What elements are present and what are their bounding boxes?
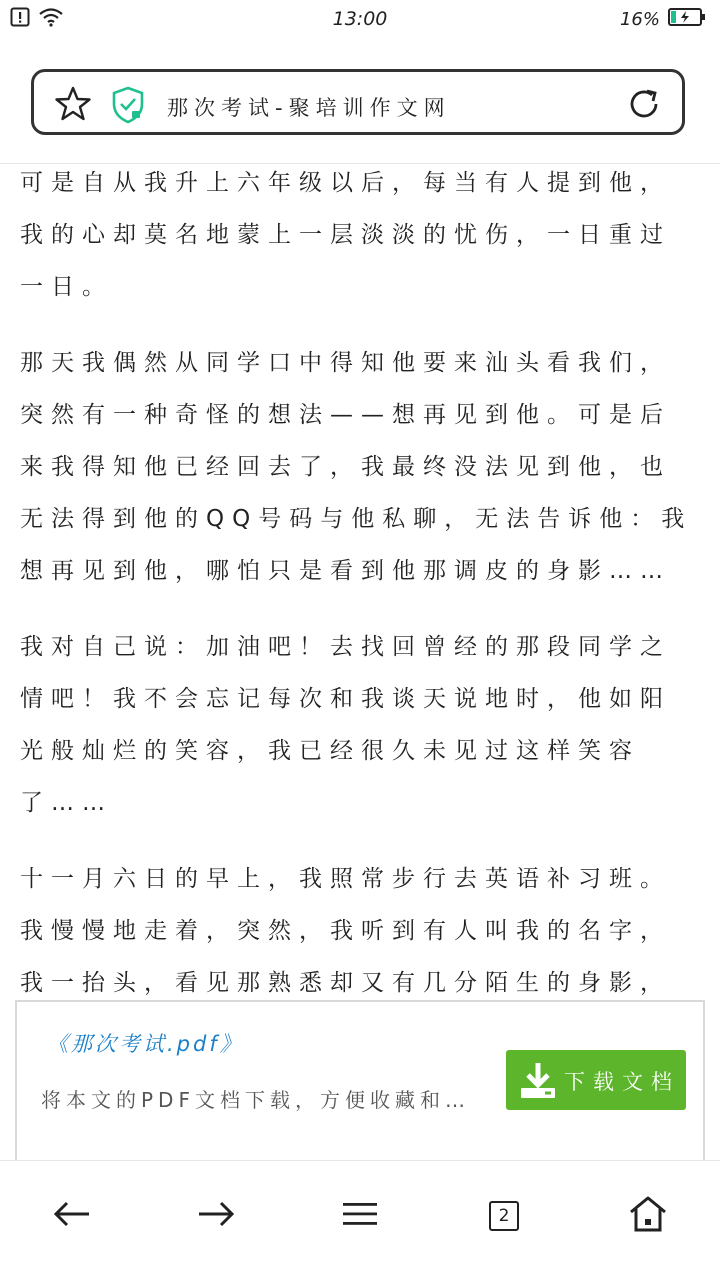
page-title[interactable]: 那次考试-聚培训作文网: [167, 96, 451, 120]
tabs-button[interactable]: [479, 1191, 529, 1241]
article-line: 可是自从我升上六年级以后，每当有人提到他，: [20, 170, 671, 196]
article-line: 我对自己说：加油吧！去找回曾经的那段同学之: [20, 634, 671, 660]
article-line: 无法得到他的QQ号码与他私聊，无法告诉他：我: [20, 506, 693, 532]
tabs-icon: 2: [489, 1201, 519, 1231]
article-line: 突然有一种奇怪的想法——想再见到他。可是后: [20, 402, 671, 428]
document-title-link[interactable]: 《那次考试.pdf》: [47, 1032, 244, 1056]
status-right: [620, 7, 706, 31]
clock: 13:00: [332, 8, 388, 30]
article-line: 那天我偶然从同学口中得知他要来汕头看我们，: [20, 350, 671, 376]
back-button[interactable]: [47, 1191, 97, 1241]
article-line: 了……: [20, 790, 113, 816]
bottom-nav: [0, 1160, 720, 1281]
status-bar: [0, 0, 720, 38]
article-line: 我慢慢地走着，突然，我听到有人叫我的名字，: [20, 918, 671, 944]
article-line: 我一抬头，看见那熟悉却又有几分陌生的身影，: [20, 970, 671, 996]
article-line: 来我得知他已经回去了，我最终没法见到他，也: [20, 454, 671, 480]
shield-icon[interactable]: [111, 86, 145, 128]
star-icon[interactable]: [54, 86, 92, 126]
battery-percent: 16%: [619, 8, 660, 30]
home-icon: [628, 1195, 668, 1237]
article-line: 情吧！我不会忘记每次和我谈天说地时，他如阳: [20, 686, 671, 712]
download-button-label: 下载文档: [564, 1070, 680, 1094]
address-bar[interactable]: [31, 69, 685, 135]
article-line: 十一月六日的早上，我照常步行去英语补习班。: [20, 866, 671, 892]
article-body: [0, 164, 720, 1000]
forward-button[interactable]: [191, 1191, 241, 1241]
article-line: 一日。: [20, 274, 113, 300]
reload-icon[interactable]: [626, 86, 662, 126]
article-line: 我的心却莫名地蒙上一层淡淡的忧伤，一日重过: [20, 222, 671, 248]
battery-icon: [668, 7, 706, 31]
article-line: 光般灿烂的笑容，我已经很久未见过这样笑容: [20, 738, 640, 764]
home-button[interactable]: [623, 1191, 673, 1241]
download-icon: [518, 1060, 558, 1104]
menu-icon: [341, 1200, 379, 1232]
document-description: 将本文的PDF文档下载，方便收藏和…: [41, 1088, 470, 1112]
menu-button[interactable]: [335, 1191, 385, 1241]
download-card: [15, 1000, 705, 1160]
article-line: 想再见到他，哪怕只是看到他那调皮的身影……: [20, 558, 671, 584]
forward-icon: [196, 1199, 236, 1233]
download-button[interactable]: [506, 1050, 686, 1110]
back-icon: [52, 1199, 92, 1233]
